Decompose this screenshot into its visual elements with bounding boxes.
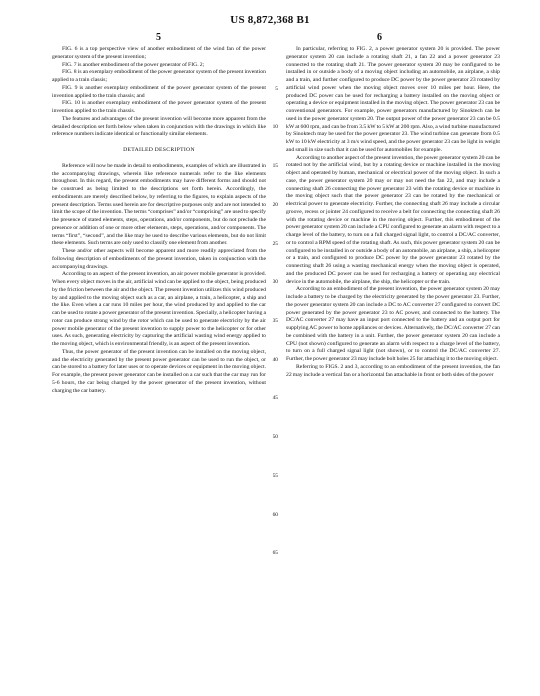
paragraph: Reference will now be made in detail to embodiments, examples of which are illustrated in the accompanying drawings, wherein like reference numerals refer to the like elements throughout. In this regard, the present embodiments may have different forms and should not be construed as being limited to the descriptions set forth herein. Accordingly, the embodiments are merely described below, by referring to the figures, to explain aspects of the present description. Terms used herein are for descriptive purposes only and are not intended to limit the scope of the invention. The terms “comprises” and/or “comprising” are used to specify the presence of stated elements, steps, operations, and/or components, but do not preclude the presence or addition of one or more other elements, steps, operations, and/or components. The terms “first”, “second”, and the like may be used to describe various elements, but do not limit these elements. Such terms are only used to classify one element from another. — [52, 162, 266, 247]
paragraph: Thus, the power generator of the present invention can be installed on the moving object, and the electricity generated by the present power generator can be used to run the object, or can be stored to a battery for later uses or to operate devices or equipment in the moving object. For example, the present power generator can be installed on a car such that the car may run for 5-6 hours, the car being charged by the power generator of the present invention, without charging the car battery. — [52, 348, 266, 394]
paragraph: According to an embodiment of the present invention, the power generator system 20 may include a battery to be charged by the electricity generated by the power generator 23. Further, the power generator system 20 can include a DC to AC converter 27 configured to convert DC power generated by the power generator 23 to AC power, and connected to the battery. The DC/AC converter 27 may have an input port connected to the battery and an output port for supplying AC power to home appliances or devices. Alternatively, the DC/AC converter 27 can be combined with the battery in a unit. Further, the power generator system 20 can include a CPU (not shown) configured to generate an alarm with respect to a charge level of the battery, to turn on a full charged signal light (not shown), or to control the DC/AC converter 27. Further, the power generator 23 may include bolt holes 25 for attaching it to the moving object. — [286, 286, 500, 362]
paragraph: According to an aspect of the present invention, an air power mobile generator is provided. When every object moves in the air, artificial wind can be applied to the object, being produced by the friction between the air and the object. The present invention utilizes this wind produced by and applied to the moving object such as a car, an airplane, a train, a helicopter, a ship and the like. Even when a car runs 10 miles per hour, the wind produced by and applied to the car can be used to rotate a power generator of the present invention. Specially, a helicopter having a rotor can produce strong wind by the rotor which can be used to generate electricity by the air power mobile generator of the present invention to supply power to the helicopter or for other uses. As such, generating electricity by capturing the artificial wasting wind energy applied to the moving object, which is environmental friendly, is an aspect of the present invention. — [52, 271, 266, 347]
paragraph: FIG. 7 is another embodiment of the power generator of FIG. 2; — [62, 61, 205, 68]
line-number: 45 — [272, 395, 278, 401]
line-number: 40 — [272, 357, 278, 363]
paragraph: The features and advantages of the present invention will become more apparent from the detailed description set forth below when taken in conjunction with the drawings in which like reference numbers indicate identical or functionally similar elements. — [52, 115, 266, 138]
line-number: 20 — [272, 202, 278, 208]
paragraph: In particular, referring to FIG. 2, a power generator system 20 is provided. The power generator system 20 can include a rotating shaft 21, a fan 22 and a power generator 23 connected to the rotating shaft 21. The power generator system 20 may be configured to be installed in or outside a body of a moving object including an automobile, an airplane, a ship and a train, and further configured to produce DC power by the power generator 23 rotated by artificial wind power when the moving object moves over 10 miles per hour. Here, the produced DC power can be used for recharging a battery installed on the moving object or operating a device or equipment installed in the moving object. The power generator 23 can be conventional generators. For example, power generators manufactured by Sinoktech can be used in the power generator system 20. The output power of the power generator 23 can be 0.5 kW at 600 rpm, and can be from 3.5 kW to 5 kW at 200 rpm. Also, a wind turbine manufactured by Sinoktech may be used for the power generator 23. The wind turbine can generate from 0.5 kW to 10 kW electricity at 3 m/s wind speed, and the power generator 23 can be light in weight and small in size such that it can be used for automobiles for example. — [286, 46, 500, 153]
left-column — [52, 46, 266, 395]
paragraph: FIG. 8 is an exemplary embodiment of the power generator system of the present invention applied to a train classis; — [52, 69, 266, 83]
line-number: 55 — [272, 473, 278, 479]
section-heading: DETAILED DESCRIPTION — [123, 147, 195, 153]
line-number: 60 — [272, 512, 278, 518]
line-number: 50 — [272, 434, 278, 440]
paragraph: FIG. 9 is another exemplary embodiment of the power generator system of the present invention applied to the train chassis; and — [52, 84, 266, 99]
right-column — [286, 46, 500, 379]
paragraph: According to another aspect of the present invention, the power generator system 20 can be rotated not by the artificial wind, but by a rotating device or machine installed in the moving object and operated by human, mechanical or electrical power of the moving object. In such a case, the power generator system 20 may or may not need the fan 22, and may include a connecting shaft 26 connecting the power generator 23 with the rotating device or machine in the moving object such that the power generator 23 can be rotated by the mechanical or electrical power to generate electricity. Further, the connecting shaft 26 may include a circular groove, recess or jointer 24 configured to receive a belt for connecting the connecting shaft 26 with the rotating device or machine in the moving object. Further, this embodiment of the power generator system 20 can include a CPU configured to generate an alarm with respect to a charge level of the battery, to turn on a full charged signal light, to control a DC/AC converter, or to control a RPM speed of the rotating shaft. As such, this power generator system 20 can be configured to be installed in or outside a body of an automobile, an airplane, a ship, a helicopter or a train, and configured to produce DC power by the power generator 23 rotated by the connecting shaft 26 using a wasting mechanical energy when the moving object is operated, and the produced DC power can be used for recharging a battery or operating any electrical device in the automobile, the airplane, the ship, the helicopter or the train. — [286, 154, 500, 285]
line-number: 10 — [272, 124, 278, 130]
line-number: 65 — [272, 550, 278, 556]
line-number: 30 — [272, 279, 278, 285]
line-number: 5 — [275, 86, 278, 92]
line-number: 35 — [272, 318, 278, 324]
line-number: 15 — [272, 163, 278, 169]
paragraph: Referring to FIGS. 2 and 3, according to an embodiment of the present invention, the fan 22 may include a vertical fan or a horizontal fan attachable in front or both sides of the power — [286, 363, 500, 378]
right-column-number: 6 — [377, 32, 382, 43]
paragraph: FIG. 10 is another exemplary embodiment of the power generator system of the present invention applied to the train chassis. — [52, 100, 266, 114]
paragraph: These and/or other aspects will become apparent and more readily appreciated from the following description of embodiments of the present invention, taken in conjunction with the accompanying drawings. — [52, 248, 266, 270]
left-column-number: 5 — [156, 32, 161, 43]
patent-number: US 8,872,368 B1 — [230, 14, 310, 26]
paragraph: FIG. 6 is a top perspective view of another embodiment of the wind fan of the power generator system of the present invention; — [52, 46, 266, 60]
line-number: 25 — [272, 241, 278, 247]
